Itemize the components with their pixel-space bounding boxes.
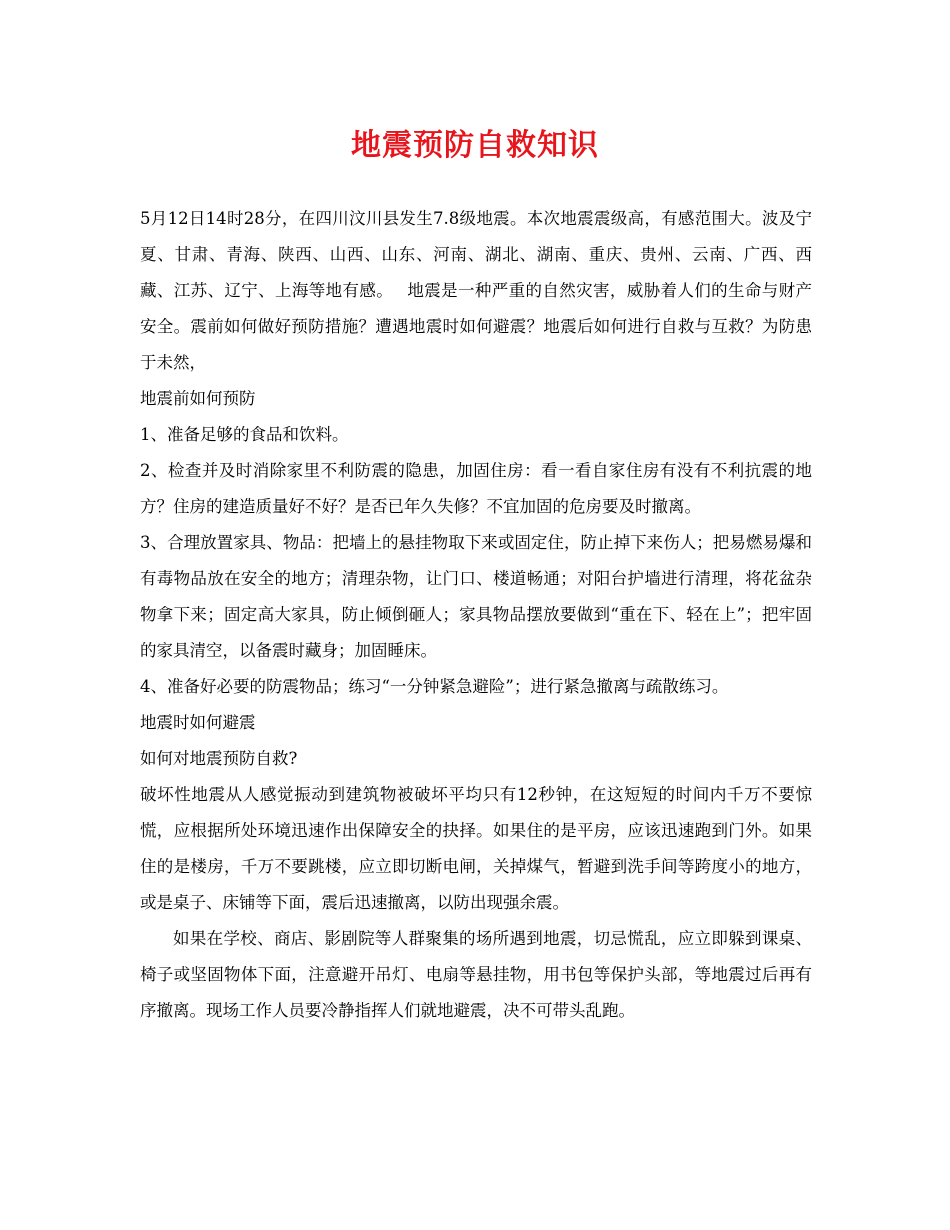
section-heading-during-quake: 地震时如何避震: [140, 713, 256, 732]
list-item-furniture: 3、合理放置家具、物品：把墙上的悬挂物取下来或固定住，防止掉下来伤人；把易燃易爆和有毒物品放在安全的地方；清理杂物，让门口、楼道畅通；对阳台护墙进行清理，将花盆杂物拿下来；固定高大家具，防止倾倒砸人；家具物品摆放要做到“重在下、轻在上”；把牢固的家具清空，以备震时藏身；加固睡床。: [140, 533, 812, 660]
list-item-food: 1、准备足够的食品和饮料。: [140, 425, 349, 444]
list-item-supplies: 4、准备好必要的防震物品；练习“一分钟紧急避险”；进行紧急撤离与疏散练习。: [140, 677, 729, 696]
paragraph-twelve-seconds: 破坏性地震从人感觉振动到建筑物被破坏平均只有12秒钟，在这短短的时间内千万不要惊慌，应根据所处环境迅速作出保障安全的抉择。如果住的是平房，应该迅速跑到门外。如果住的是楼房，千万不要跳楼，应立即切断电闸，关掉煤气，暂避到洗手间等跨度小的地方，或是桌子、床铺等下面，震后迅速撤离，以防出现强余震。: [140, 785, 812, 912]
section-heading-before-quake: 地震前如何预防: [140, 389, 256, 408]
list-item-housing: 2、检查并及时消除家里不利防震的隐患，加固住房：看一看自家住房有没有不利抗震的地方？住房的建造质量好不好？是否已年久失修？不宜加固的危房要及时撤离。: [140, 461, 812, 516]
document-body: [140, 201, 812, 1029]
paragraph-intro: 5月12日14时28分，在四川汶川县发生7.8级地震。本次地震震级高，有感范围大。波及宁夏、甘肃、青海、陕西、山西、山东、河南、湖北、湖南、重庆、贵州、云南、广西、西藏、江苏、辽宁、上海等地有感。 地震是一种严重的自然灾害，威胁着人们的生命与财产安全。震前如何做好预防措施？遭遇地震时如何避震？地震后如何进行自救与互救？为防患于未然，: [140, 209, 812, 372]
document-title: 地震预防自救知识: [351, 128, 599, 163]
paragraph-public-places: 如果在学校、商店、影剧院等人群聚集的场所遇到地震，切忌慌乱，应立即躲到课桌、椅子或坚固物体下面，注意避开吊灯、电扇等悬挂物，用书包等保护头部，等地震过后再有序撤离。现场工作人员要冷静指挥人们就地避震，决不可带头乱跑。: [140, 929, 812, 1020]
section-question: 如何对地震预防自救?: [140, 749, 298, 768]
